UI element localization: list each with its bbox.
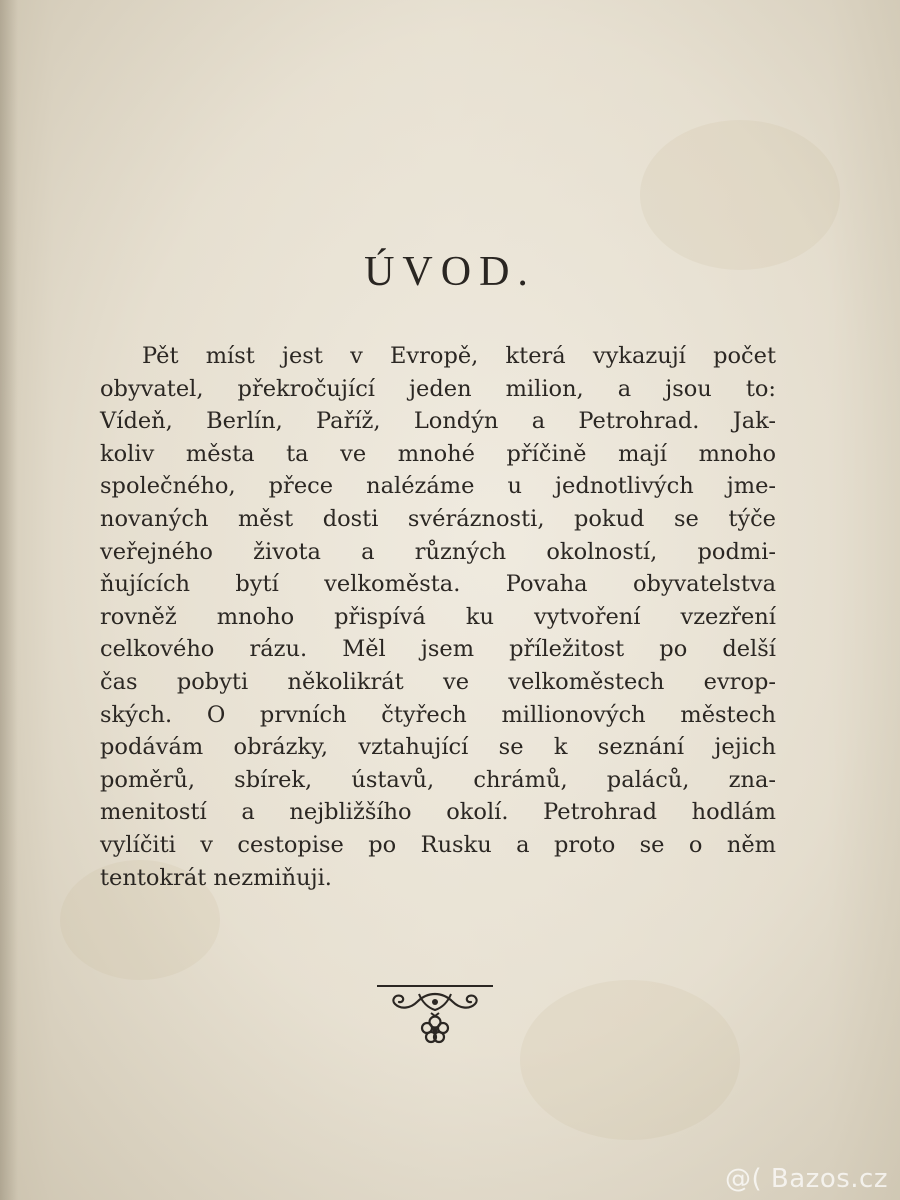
text-line: veřejného života a různých okolností, podmi- (100, 538, 776, 565)
text-line: novaných měst dosti svéráznosti, pokud se týče (100, 505, 776, 532)
text-line: podávám obrázky, vztahující se k seznání jejich (100, 734, 776, 761)
text-line: obyvatel, překročující jeden milion, a jsou to: (100, 375, 776, 402)
text-line: tentokrát nezmiňuji. (100, 864, 332, 891)
page-title: ÚVOD. (364, 249, 536, 295)
paper-stain (520, 980, 740, 1140)
text-line: menitostí a nejbližšího okolí. Petrohrad hodlám (100, 799, 776, 826)
floral-vignette-icon (375, 980, 495, 1050)
text-line: ňujících bytí velkoměsta. Povaha obyvatelstva (100, 571, 776, 598)
text-line: Vídeň, Berlín, Paříž, Londýn a Petrohrad. Jak- (100, 408, 776, 435)
text-line: společného, přece nalézáme u jednotlivých jme- (100, 473, 776, 500)
text-line: celkového rázu. Měl jsem příležitost po delší (100, 636, 776, 663)
watermark: @( Bazos.cz (725, 1164, 888, 1194)
text-line: čas pobyti několikrát ve velkoměstech evrop- (100, 668, 776, 695)
page-shadow-edge (0, 0, 18, 1200)
body-paragraph (100, 340, 776, 894)
text-line: rovněž mnoho přispívá ku vytvoření vzezření (100, 603, 776, 630)
text-line: vylíčiti v cestopise po Rusku a proto se o něm (100, 831, 776, 858)
text-line: Pět míst jest v Evropě, která vykazují počet (142, 343, 776, 369)
text-line: ských. O prvních čtyřech millionových městech (100, 701, 776, 728)
text-line: koliv města ta ve mnohé příčině mají mnoho (100, 440, 776, 467)
text-line: poměrů, sbírek, ústavů, chrámů, paláců, zna- (100, 766, 776, 793)
